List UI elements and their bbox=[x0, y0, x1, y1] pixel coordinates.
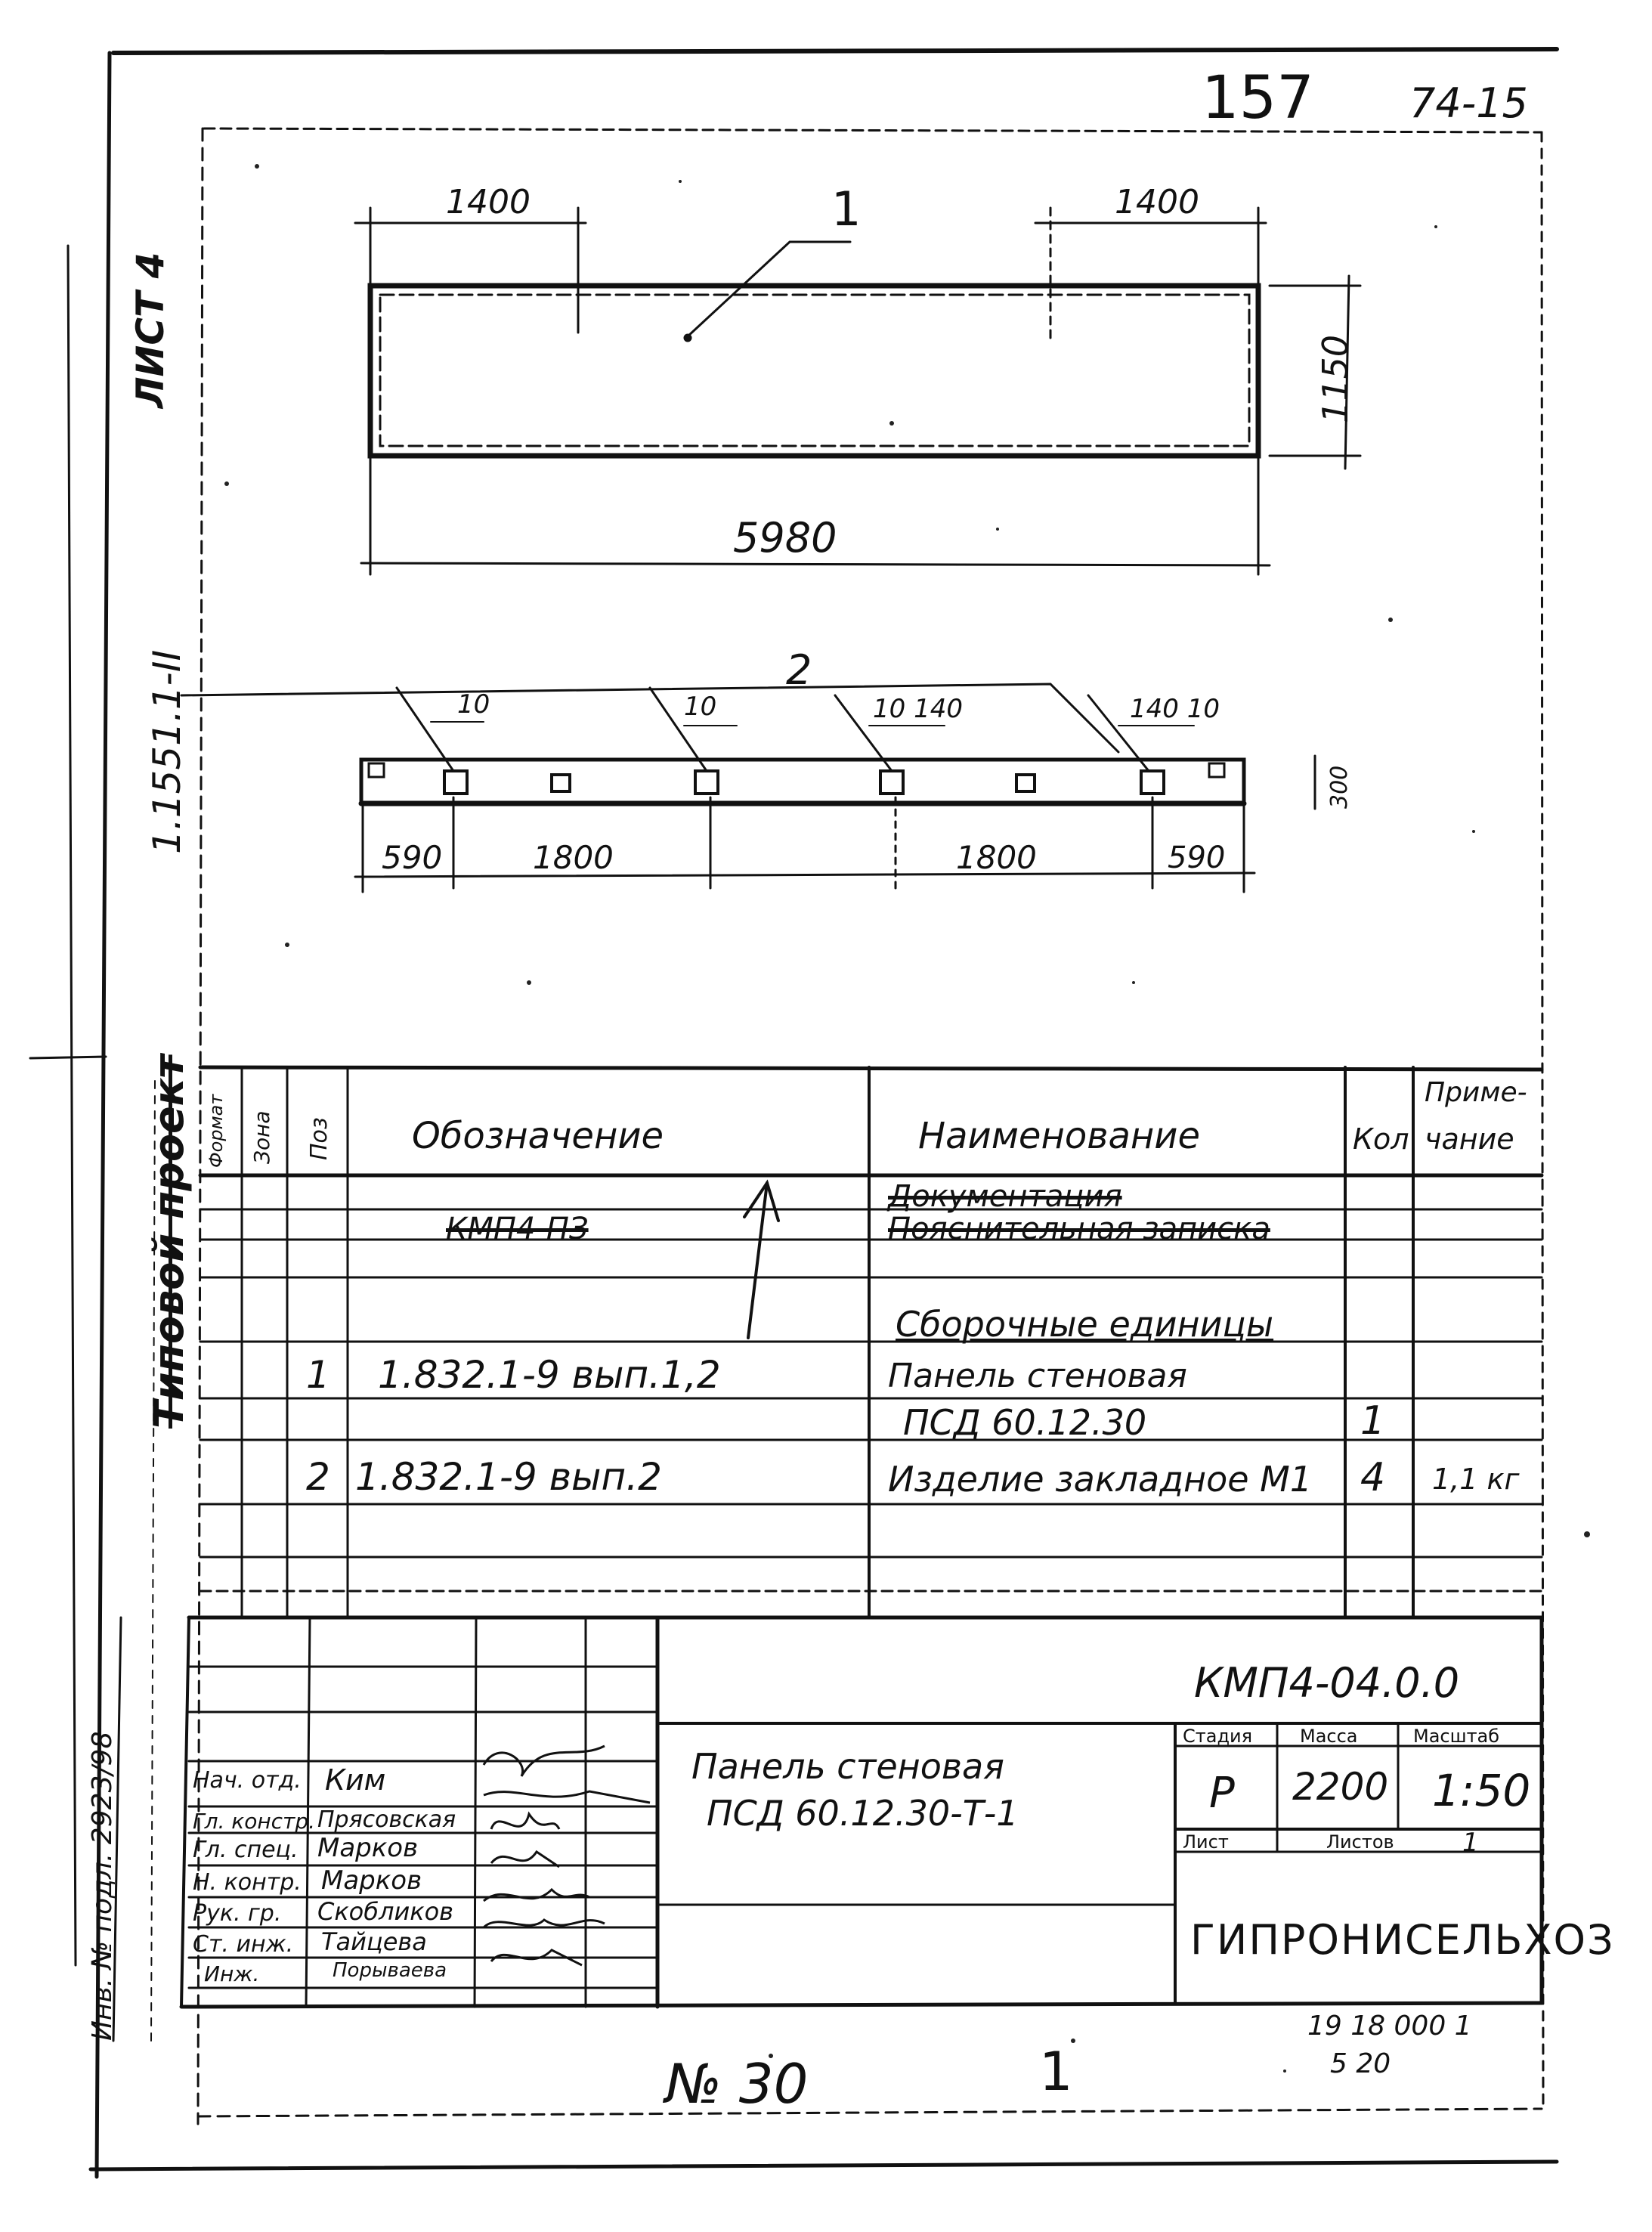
plan-dim-right-top: 1400 bbox=[1115, 183, 1199, 221]
spec-header-note-2: чание bbox=[1425, 1122, 1514, 1156]
person-name: Скобликов bbox=[317, 1897, 453, 1926]
section-dim-thickness: 300 bbox=[1326, 765, 1353, 809]
spec-row-name: Пояснительная записка bbox=[888, 1212, 1270, 1246]
role-label: Рук. гр. bbox=[193, 1900, 282, 1927]
stamp-code: 19 18 000 1 bbox=[1307, 2011, 1472, 2042]
spec-row-name: Сборочные единицы bbox=[896, 1304, 1274, 1345]
spec-row-note: 1,1 кг bbox=[1432, 1463, 1520, 1496]
spec-header-pos: Поз bbox=[306, 1117, 333, 1160]
section-pos-label: 2 bbox=[786, 646, 812, 694]
role-label: Н. контр. bbox=[193, 1869, 302, 1896]
spec-header-designation: Обозначение bbox=[412, 1115, 664, 1157]
organization-name: ГИПРОНИСЕЛЬХОЗ bbox=[1190, 1916, 1615, 1964]
spec-row-name: Панель стеновая bbox=[888, 1357, 1187, 1395]
copy-mark: 1 bbox=[1039, 2041, 1073, 2103]
sheet-label: Лист bbox=[1183, 1831, 1229, 1853]
section-dim-590-left: 590 bbox=[382, 839, 443, 876]
document-code: КМП4-04.0.0 bbox=[1194, 1659, 1460, 1707]
spec-row-name: Документация bbox=[888, 1179, 1122, 1214]
person-name: Ким bbox=[325, 1763, 386, 1797]
col-stage-label: Стадия bbox=[1183, 1726, 1253, 1747]
spec-row-designation: 1.832.1-9 вып.1,2 bbox=[378, 1353, 721, 1397]
drawing-title-line1: Панель стеновая bbox=[691, 1746, 1004, 1787]
role-label: Инж. bbox=[204, 1961, 260, 1986]
plan-dim-length: 5980 bbox=[733, 514, 837, 562]
spec-header-qty: Кол bbox=[1353, 1122, 1409, 1156]
person-name: Марков bbox=[321, 1865, 422, 1896]
spec-row-pos: 1 bbox=[306, 1353, 330, 1397]
spec-header-zone: Зона bbox=[249, 1110, 274, 1164]
spec-row-name: ПСД 60.12.30 bbox=[903, 1402, 1147, 1443]
person-name: Порываева bbox=[333, 1959, 447, 1982]
col-mass-label: Масса bbox=[1300, 1726, 1358, 1747]
role-label: Гл. констр. bbox=[193, 1809, 316, 1834]
drawing-title-line2: ПСД 60.12.30-Т-1 bbox=[707, 1793, 1019, 1834]
section-dim-b: 10 bbox=[684, 692, 717, 722]
spec-row-name: Изделие закладное М1 bbox=[888, 1459, 1313, 1500]
person-name: Марков bbox=[317, 1833, 419, 1863]
section-dim-d: 140 10 bbox=[1130, 694, 1220, 724]
scale-value: 1:50 bbox=[1432, 1765, 1531, 1816]
role-label: Нач. отд. bbox=[193, 1767, 302, 1794]
person-name: Прясовская bbox=[317, 1806, 456, 1833]
spec-row-designation: КМП4-ПЗ bbox=[446, 1212, 589, 1246]
inventory-number: № 30 bbox=[665, 2052, 809, 2116]
spec-header-format: Формат bbox=[206, 1094, 227, 1168]
margin-project-label: Типовой проект bbox=[145, 1054, 193, 1429]
role-label: Гл. спец. bbox=[193, 1837, 299, 1863]
spec-header-note-1: Приме- bbox=[1425, 1077, 1527, 1108]
sheets-label: Листов bbox=[1326, 1831, 1394, 1853]
section-dim-c: 10 140 bbox=[873, 694, 963, 724]
sheet-number: 157 bbox=[1202, 64, 1314, 132]
plan-dim-left-top: 1400 bbox=[446, 183, 531, 221]
spec-row-pos: 2 bbox=[306, 1455, 330, 1499]
plan-pos-label: 1 bbox=[831, 181, 862, 237]
stamp-sub: 5 20 bbox=[1330, 2048, 1391, 2079]
col-scale-label: Масштаб bbox=[1413, 1726, 1500, 1747]
person-name: Тайцева bbox=[321, 1927, 427, 1956]
signatures bbox=[484, 1746, 650, 1965]
section-dim-a: 10 bbox=[457, 689, 490, 720]
margin-note-top: ЛИСТ 4 bbox=[128, 252, 172, 408]
side-stamp: Инв. № подл. 2923/98 bbox=[87, 1731, 118, 2041]
mass-value: 2200 bbox=[1292, 1765, 1389, 1809]
spec-row-qty: 1 bbox=[1360, 1398, 1386, 1444]
margin-series: 1.1551.1-II bbox=[145, 649, 189, 854]
section-dim-590-right: 590 bbox=[1168, 840, 1226, 875]
section-dim-1800-right: 1800 bbox=[956, 839, 1037, 876]
spec-row-designation: 1.832.1-9 вып.2 bbox=[355, 1455, 662, 1499]
section-dim-1800-left: 1800 bbox=[533, 839, 614, 876]
role-label: Ст. инж. bbox=[193, 1931, 294, 1958]
spec-header-name: Наименование bbox=[918, 1115, 1201, 1157]
stage-value: Р bbox=[1209, 1769, 1235, 1818]
plan-dim-height: 1150 bbox=[1315, 334, 1356, 423]
sheet-ref: 74-15 bbox=[1409, 79, 1528, 127]
spec-row-qty: 4 bbox=[1360, 1455, 1386, 1500]
sheets-count: 1 bbox=[1462, 1828, 1479, 1858]
